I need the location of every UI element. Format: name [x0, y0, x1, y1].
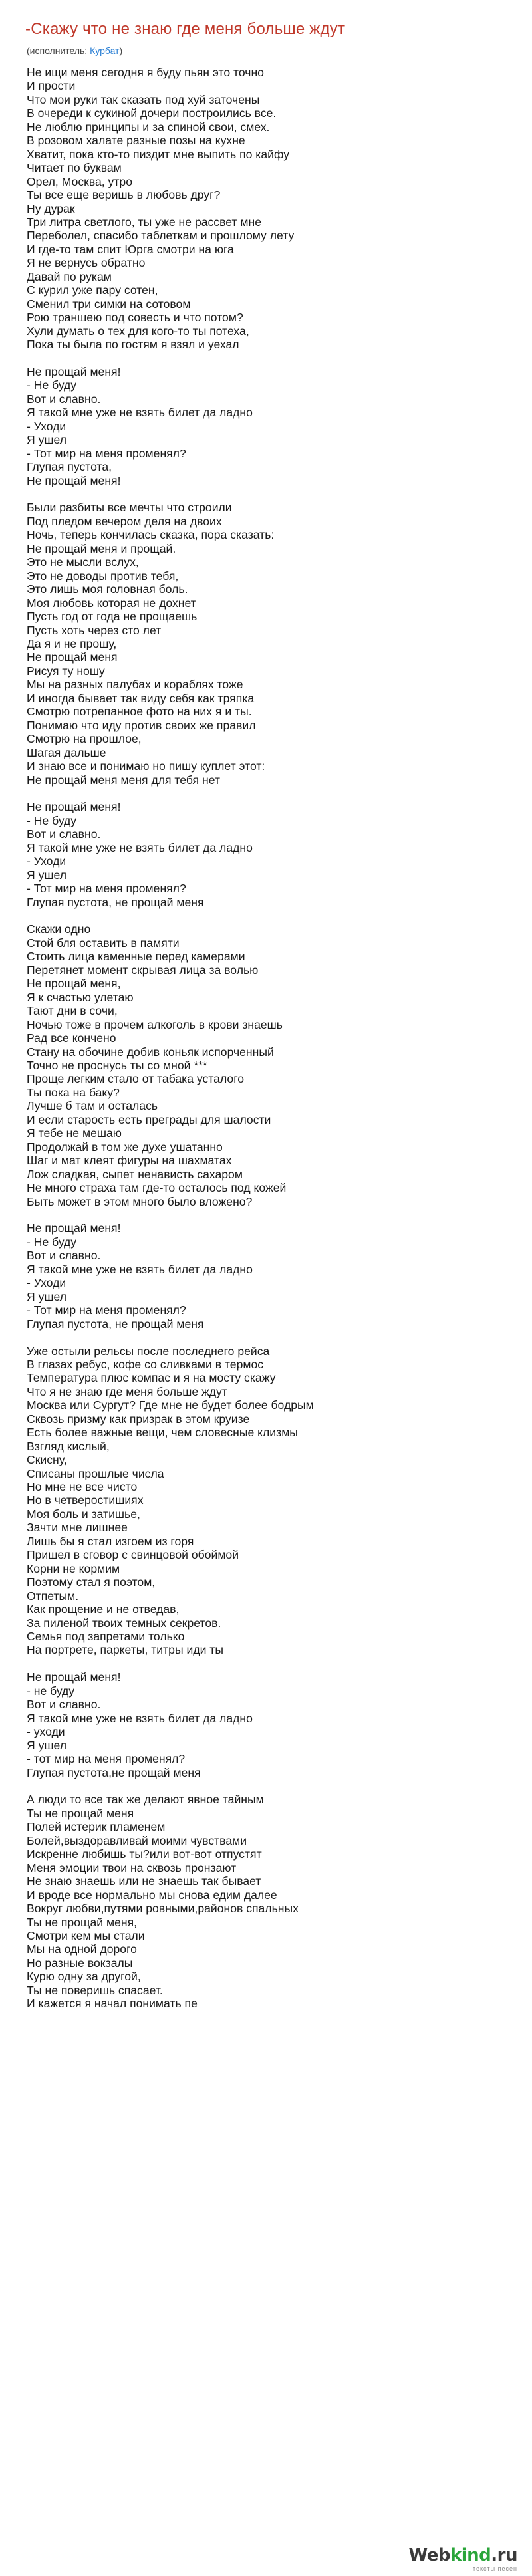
performer-label: (исполнитель:: [27, 45, 88, 56]
lyric-line: Не прощай меня!: [27, 1222, 121, 1235]
lyric-line: Проще легким стало от табака усталого: [27, 1072, 245, 1086]
lyric-line: Ночь, теперь кончилась сказка, пора сказать:: [27, 528, 275, 542]
lyric-line: Лож сладкая, сыпет ненависть сахаром: [27, 1167, 243, 1181]
performer-link[interactable]: Курбат: [90, 45, 120, 56]
lyric-line: Но разные вокзалы: [27, 1956, 133, 1970]
logo-suffix: .ru: [491, 2545, 517, 2565]
lyric-line: Это не доводы против тебя,: [27, 569, 179, 582]
lyric-line: - Тот мир на меня променял?: [27, 446, 186, 460]
lyric-line: - уходи: [27, 1725, 65, 1739]
lyric-line: Меня эмоции твои на сквозь пронзают: [27, 1861, 237, 1874]
lyric-line: Ты все еще веришь в любовь друг?: [27, 188, 221, 202]
lyric-line: Сменил три симки на сотовом: [27, 297, 191, 311]
song-title: -Скажу что не знаю где меня больше ждут: [25, 20, 346, 38]
lyric-line: Я тебе не мешаю: [27, 1126, 122, 1140]
lyric-line: Смотрю на прошлое,: [27, 732, 142, 746]
lyric-line: - Уходи: [27, 419, 66, 433]
lyric-line: В розовом халате разные позы на кухне: [27, 134, 245, 148]
lyric-line: Не прощай меня!: [27, 364, 121, 378]
performer-close: ): [119, 45, 123, 56]
lyric-line: Три литра светлого, ты уже не рассвет мне: [27, 215, 261, 229]
lyric-line: И вроде все нормально мы снова едим далее: [27, 1888, 277, 1902]
stanza-break: [27, 1779, 505, 1793]
lyric-line: Не прощай меня!: [27, 1670, 121, 1684]
lyric-line: Хули думать о тех для кого-то ты потеха,: [27, 324, 249, 338]
lyric-line: Ты пока на баку?: [27, 1085, 120, 1099]
lyric-line: И прости: [27, 79, 76, 93]
lyric-line: - Не буду: [27, 1235, 77, 1249]
lyric-line: Зачти мне лишнее: [27, 1521, 128, 1535]
lyric-line: А люди то все так же делают явное тайным: [27, 1793, 264, 1807]
logo-tagline: тексты песен: [472, 2565, 517, 2572]
lyric-line: И знаю все и понимаю но пишу куплет этот:: [27, 759, 265, 773]
lyric-line: Сквозь призму как призрак в этом круизе: [27, 1412, 250, 1426]
lyric-line: Тают дни в сочи,: [27, 1004, 118, 1018]
lyric-line: Уже остыли рельсы после последнего рейса: [27, 1344, 270, 1358]
lyric-line: Болей,выздоравливай моими чувствами: [27, 1833, 247, 1847]
lyric-line: Не знаю знаешь или не знаешь так бывает: [27, 1874, 261, 1888]
lyric-line: Скажи одно: [27, 922, 91, 936]
lyric-line: Это лишь моя головная боль.: [27, 582, 188, 596]
lyric-line: В глазах ребус, кофе со сливками в термос: [27, 1357, 264, 1371]
lyric-line: За пиленой твоих темных секретов.: [27, 1616, 221, 1630]
lyric-line: Курю одну за другой,: [27, 1970, 141, 1984]
lyric-line: Ночью тоже в прочем алкоголь в крови знаешь: [27, 1017, 283, 1031]
lyric-line: Не прощай меня: [27, 650, 118, 664]
lyric-line: Есть более важные вещи, чем словесные клизмы: [27, 1426, 298, 1440]
lyric-line: Скисну,: [27, 1453, 67, 1467]
lyric-line: Полей истерик пламенем: [27, 1820, 166, 1834]
site-logo[interactable]: [408, 2547, 517, 2564]
lyric-line: Переболел, спасибо таблеткам и прошлому лету: [27, 229, 295, 243]
lyric-line: Вот и славно.: [27, 392, 101, 406]
lyric-line: Рисуя ту ношу: [27, 664, 105, 678]
stanza-break: [27, 909, 505, 922]
lyric-line: Пусть год от года не прощаешь: [27, 610, 198, 624]
lyric-line: - Уходи: [27, 854, 66, 868]
lyric-line: И иногда бывает так виду себя как тряпка: [27, 691, 255, 705]
lyric-line: Читает по буквам: [27, 161, 122, 175]
lyric-line: Понимаю что иду против своих же правил: [27, 718, 256, 732]
lyric-line: Вот и славно.: [27, 827, 101, 841]
lyric-line: Москва или Сургут? Где мне не будет более бодрым: [27, 1398, 314, 1412]
lyric-line: Рад все кончено: [27, 1031, 116, 1045]
lyric-line: И кажется я начал понимать пе: [27, 1997, 198, 2011]
lyric-line: - Тот мир на меня променял?: [27, 882, 186, 896]
lyric-line: Стой бля оставить в памяти: [27, 936, 180, 950]
lyrics-block: [27, 66, 505, 2011]
lyric-line: Поэтому стал я поэтом,: [27, 1575, 156, 1589]
lyric-line: Что мои руки так сказать под хуй заточены: [27, 92, 260, 106]
lyric-line: Глупая пустота,: [27, 460, 112, 474]
lyric-line: Рою траншею под совесть и что потом?: [27, 311, 243, 324]
lyric-line: Это не мысли вслух,: [27, 555, 139, 569]
lyric-line: Перетянет момент скрывая лица за волью: [27, 963, 259, 977]
lyric-line: Смотри кем мы стали: [27, 1928, 145, 1942]
lyric-line: Лучше б там и осталась: [27, 1099, 158, 1113]
lyric-line: Вот и славно.: [27, 1249, 101, 1263]
lyric-line: Глупая пустота, не прощай меня: [27, 895, 204, 909]
stanza-break: [27, 487, 505, 501]
lyric-line: Как прощение и не отведав,: [27, 1603, 180, 1616]
lyric-line: Мы на одной дорого: [27, 1942, 137, 1956]
stanza-break: [27, 1331, 505, 1344]
lyric-line: Отпетым.: [27, 1589, 79, 1603]
lyric-line: Ты не поверишь спасает.: [27, 1983, 163, 1997]
lyric-line: Точно не проснусь ты со мной ***: [27, 1059, 207, 1073]
lyric-line: Семья под запретами только: [27, 1630, 185, 1644]
lyric-line: Но мне не все чисто: [27, 1480, 138, 1494]
lyric-line: Под пледом вечером деля на двоих: [27, 514, 222, 528]
lyric-line: Продолжай в том же духе ушатанно: [27, 1140, 223, 1154]
lyric-line: Я не вернусь обратно: [27, 256, 146, 270]
lyric-line: - Уходи: [27, 1276, 66, 1290]
lyric-line: Я такой мне уже не взять билет да ладно: [27, 840, 253, 854]
lyric-line: Вот и славно.: [27, 1698, 101, 1712]
logo-part-kind: kind: [450, 2545, 491, 2565]
lyric-line: Что я не знаю где меня больше ждут: [27, 1384, 227, 1398]
lyric-line: Быть может в этом много было вложено?: [27, 1194, 253, 1208]
logo-part-web: Web: [408, 2545, 450, 2565]
lyric-line: Я ушел: [27, 433, 66, 447]
lyric-line: Вокруг любви,путями ровными,районов спальных: [27, 1902, 299, 1916]
lyric-line: Искренне любишь ты?или вот-вот отпустят: [27, 1847, 262, 1861]
stanza-break: [27, 787, 505, 800]
lyric-line: Давай по рукам: [27, 269, 112, 283]
lyric-line: Шаг и мат клеят фигуры на шахматах: [27, 1154, 232, 1168]
stanza-break: [27, 1657, 505, 1670]
lyric-line: Я ушел: [27, 1289, 66, 1303]
lyric-line: Ну дурак: [27, 201, 75, 215]
lyric-line: Смотрю потрепанное фото на них я и ты.: [27, 705, 252, 719]
lyric-line: Мы на разных палубах и кораблях тоже: [27, 678, 243, 692]
lyric-line: Я к счастью улетаю: [27, 990, 134, 1004]
lyric-line: Были разбиты все мечты что строили: [27, 501, 232, 515]
lyric-line: Шагая дальше: [27, 745, 106, 759]
lyric-line: Не прощай меня и прощай.: [27, 541, 176, 555]
lyric-line: - Тот мир на меня променял?: [27, 1303, 186, 1317]
lyric-line: Да я и не прошу,: [27, 637, 117, 650]
lyric-line: В очереди к сукиной дочери построились все.: [27, 106, 277, 120]
lyric-line: На портрете, паркеты, титры иди ты: [27, 1643, 224, 1657]
lyric-line: Стану на обочине добив коньяк испорченный: [27, 1045, 274, 1059]
lyric-line: Не прощай меня,: [27, 977, 121, 991]
lyric-line: Я такой мне уже не взять билет да ладно: [27, 1262, 253, 1276]
lyric-line: Но в четверостишиях: [27, 1493, 144, 1507]
lyric-line: Не прощай меня меня для тебя нет: [27, 773, 220, 787]
lyric-line: Лишь бы я стал изгоем из горя: [27, 1534, 194, 1548]
lyric-line: - Не буду: [27, 378, 77, 392]
lyric-line: - Не буду: [27, 813, 77, 827]
lyric-line: Списаны прошлые числа: [27, 1466, 164, 1480]
lyric-line: Ты не прощай меня: [27, 1806, 134, 1820]
lyric-line: - не буду: [27, 1684, 75, 1698]
lyric-line: Орел, Москва, утро: [27, 174, 132, 188]
lyric-line: Не много страха там где-то осталось под кожей: [27, 1181, 287, 1195]
lyric-line: Корни не кормим: [27, 1561, 120, 1575]
lyric-line: Моя любовь которая не дохнет: [27, 596, 196, 610]
lyric-line: Моя боль и затишье,: [27, 1507, 140, 1521]
lyric-line: - тот мир на меня променял?: [27, 1752, 186, 1766]
lyric-line: Температура плюс компас и я на мосту скажу: [27, 1371, 276, 1385]
lyric-line: Не люблю принципы и за спиной свои, смех.: [27, 120, 270, 134]
lyric-line: Не прощай меня!: [27, 800, 121, 814]
lyric-line: Взгляд кислый,: [27, 1439, 110, 1453]
stanza-break: [27, 352, 505, 365]
lyric-line: Пришел в сговор с свинцовой обоймой: [27, 1548, 239, 1562]
lyric-line: Не прощай меня!: [27, 473, 121, 487]
lyric-line: Ты не прощай меня,: [27, 1915, 137, 1929]
lyric-line: Глупая пустота, не прощай меня: [27, 1317, 204, 1331]
lyric-line: Я ушел: [27, 1738, 66, 1752]
lyric-line: Хватит, пока кто-то пиздит мне выпить по кайфу: [27, 147, 290, 161]
lyric-line: Пусть хоть через сто лет: [27, 623, 162, 637]
lyric-line: С курил уже пару сотен,: [27, 283, 158, 297]
lyric-line: Я ушел: [27, 868, 66, 882]
lyric-line: Глупая пустота,не прощай меня: [27, 1765, 201, 1779]
lyric-line: И где-то там спит Юрга смотри на юга: [27, 242, 234, 256]
lyric-line: Пока ты была по гостям я взял и уехал: [27, 338, 239, 352]
stanza-break: [27, 1208, 505, 1222]
lyric-line: И если старость есть преграды для шалости: [27, 1112, 271, 1126]
lyric-line: Не ищи меня сегодня я буду пьян это точно: [27, 66, 264, 79]
lyric-line: Стоить лица каменные перед камерами: [27, 950, 245, 964]
performer-line: [27, 45, 122, 56]
lyric-line: Я такой мне уже не взять билет да ладно: [27, 406, 253, 420]
lyric-line: Я такой мне уже не взять билет да ладно: [27, 1711, 253, 1725]
